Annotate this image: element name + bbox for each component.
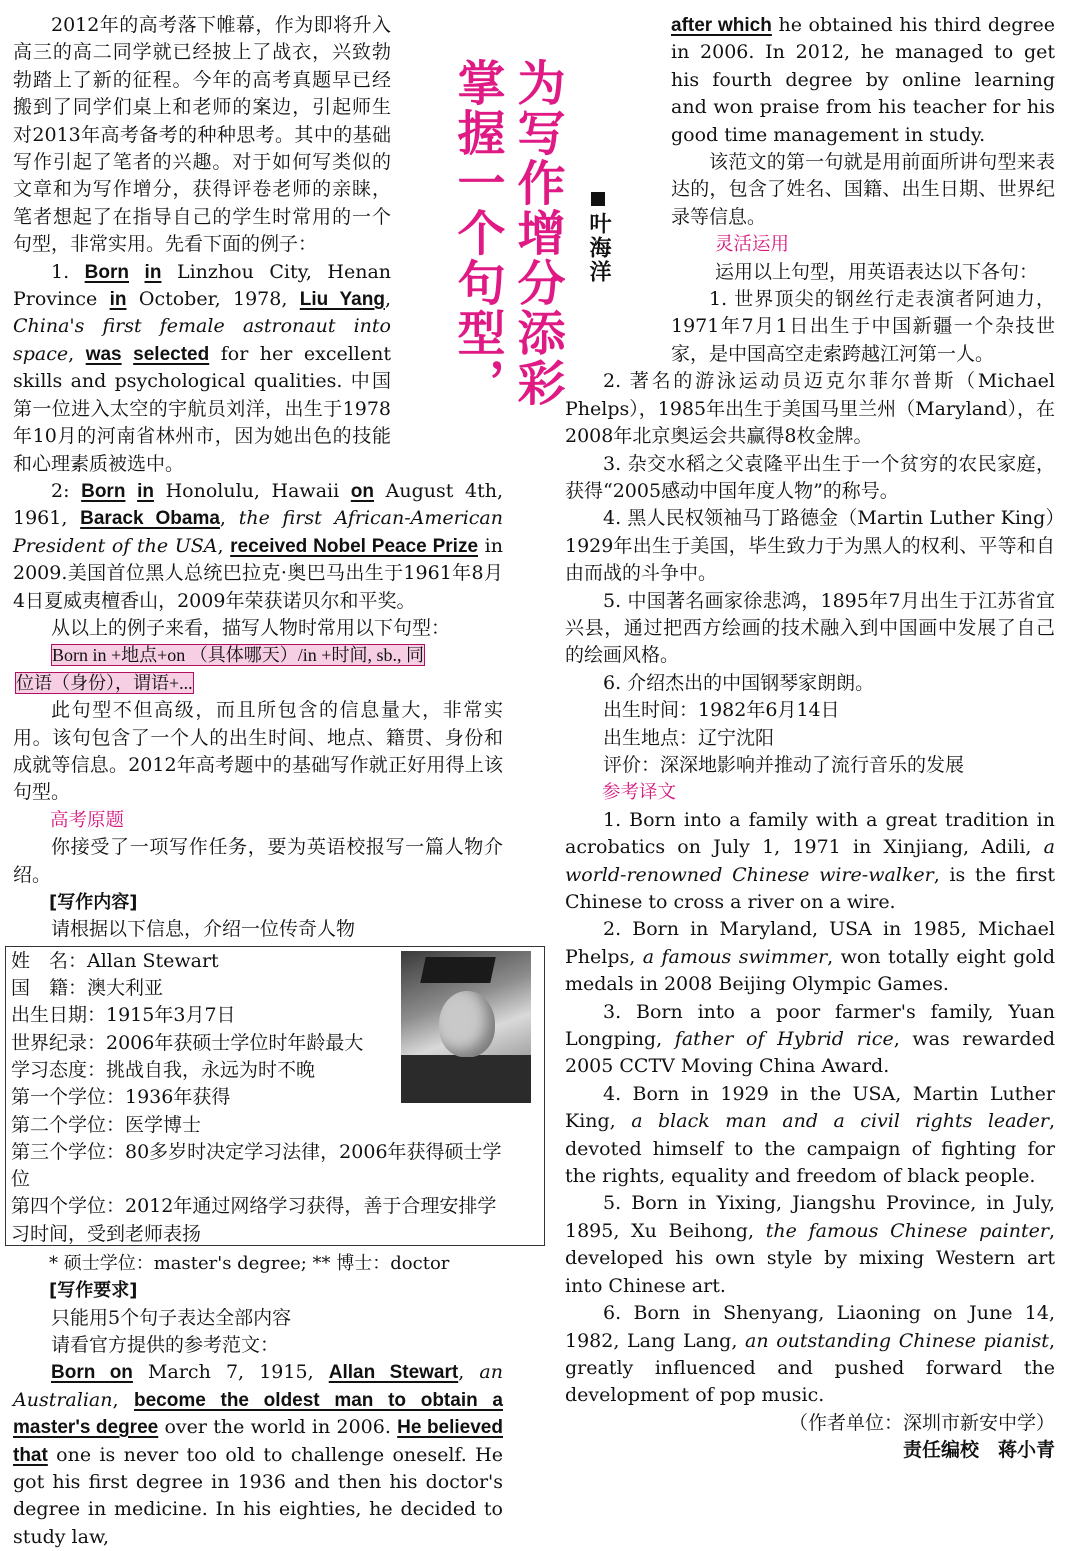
info-row: 第三个学位：80多岁时决定学习法律，2006年获得硕士学位 bbox=[11, 1140, 502, 1191]
info-row: 世界纪录：2006年获硕士学位时年龄最大 bbox=[11, 1031, 364, 1054]
practice-detail: 出生地点：辽宁沈阳 bbox=[603, 726, 775, 749]
left-column bbox=[13, 12, 503, 1551]
label-require: [写作要求] bbox=[49, 1280, 138, 1302]
pattern-box bbox=[13, 642, 503, 697]
info-row: 姓 名：Allan Stewart bbox=[11, 949, 219, 972]
pattern-intro: 从以上的例子来看，描写人物时常用以下句型： bbox=[51, 616, 451, 639]
info-box bbox=[5, 946, 545, 1246]
content-intro: 请根据以下信息，介绍一位传奇人物 bbox=[51, 918, 356, 941]
require-text: 只能用5个句子表达全部内容 bbox=[51, 1306, 292, 1329]
intro-paragraph: 2012年的高考落下帷幕，作为即将升入高三的高二同学就已经披上了战衣，兴致勃勃踏上了新的征程。今年的高考真题早已经搬到了同学们桌上和老师的案边，引起师生对2013年高考备考的种种思考。其中的基础写作引起了笔者的兴趣。对于如何写类似的文章和为写作增分，获得评卷老师的亲睐，笔者想起了在指导自己的学生时常用的一个句型，非常实用。先看下面的例子： bbox=[13, 14, 391, 256]
sample-essay-part-1: Born on March 7, 1915, Allan Stewart, an Australian, become the oldest man to obtain a master's degree over the world in 2006. He believed that one is never too old to challenge oneself. He got his first degree in 1936 and then his doctor's degree in medicine. In his eighties, he decided to study law, bbox=[13, 1361, 503, 1548]
example-2: 2: Born in Honolulu, Hawaii on August 4th, 1961, Barack Obama, the first African-American President of the USA, received Nobel Peace Prize in 2009.美国首位黑人总统巴拉克·奥巴马出生于1961年8月4日夏威夷檀香山，2009年荣获诺贝尔和平奖。 bbox=[13, 479, 503, 612]
practice-item: 6. 介绍杰出的中国钢琴家朗朗。 bbox=[603, 671, 875, 694]
answer-item: 5. Born in Yixing, Jiangshu Province, in July, 1895, Xu Beihong, the famous Chinese painter, developed his own style by mixing Western art into Chinese art. bbox=[565, 1192, 1055, 1297]
answer-item: 4. Born in 1929 in the USA, Martin Luther King, a black man and a civil rights leader, devoted himself to the campaign of fighting for the rights, equality and freedom of black people. bbox=[565, 1082, 1056, 1188]
heading-exam: 高考原题 bbox=[50, 809, 125, 831]
info-row: 第四个学位：2012年通过网络学习获得，善于合理安排学习时间，受到老师表扬 bbox=[11, 1195, 497, 1245]
pattern-note: 此句型不但高级，而且所包含的信息量大，非常实用。该句包含了一个人的出生时间、地点、籍贯、身份和成就等信息。2012年高考题中的基础写作就正好用得上该句型。 bbox=[13, 699, 503, 804]
answer-item: 1. Born into a family with a great tradition in acrobatics on July 1, 1971 in Xinjiang, Adili, a world-renowned Chinese wire-walker, is the first Chinese to cross a river on a wire. bbox=[565, 808, 1055, 913]
answer-item: 3. Born into a poor farmer's family, Yuan Longping, father of Hybrid rice, was rewarded 2005 CCTV Moving China Award. bbox=[565, 1000, 1055, 1078]
title-line-1: 为写作增分添彩 bbox=[509, 58, 565, 408]
practice-detail: 评价：深深地影响并推动了流行音乐的发展 bbox=[603, 753, 965, 776]
author-affiliation: （作者单位：深圳市新安中学） bbox=[788, 1411, 1055, 1434]
sample-intro: 请看官方提供的参考范文： bbox=[51, 1334, 280, 1357]
heading-answers: 参考译文 bbox=[602, 782, 677, 804]
practice-item: 3. 杂交水稻之父袁隆平出生于一个贫穷的农民家庭，获得“2005感动中国年度人物”的称号。 bbox=[565, 452, 1055, 502]
author-name: 叶海洋 bbox=[586, 212, 611, 284]
example-1: 1. Born in Linzhou City, Henan Province in October, 1978, Liu Yang, China's first female astronaut into space, was selected for her excellent skills and psychological qualities. 中国第一位进入太空的宇航员刘洋，出生于1978年10月的河南省林州市，因为她出色的技能和心理素质被选中。 bbox=[13, 260, 392, 475]
right-column bbox=[565, 12, 1055, 1465]
info-row: 第一个学位：1936年获得 bbox=[11, 1086, 231, 1109]
practice-item: 5. 中国著名画家徐悲鸿，1895年7月出生于江苏省宜兴县，通过把西方绘画的技术融入到中国画中发展了自己的绘画风格。 bbox=[565, 589, 1055, 667]
pattern-line-2: 位语（身份），谓语+... bbox=[16, 672, 193, 693]
sample-essay-part-2: after which he obtained his third degree in 2006. In 2012, he managed to get his fourth degree by online learning and won praise from his teacher for his good time management in study. bbox=[671, 14, 1055, 146]
practice-item: 4. 黑人民权领袖马丁路德金（Martin Luther King）1929年出生于美国，毕生致力于为黑人的权利、平等和自由而战的斗争中。 bbox=[565, 507, 1055, 585]
label-content: [写作内容] bbox=[49, 892, 138, 913]
info-row: 国 籍：澳大利亚 bbox=[11, 977, 164, 1000]
practice-intro: 运用以上句型，用英语表达以下各句： bbox=[715, 260, 1039, 283]
practice-item: 1. 世界顶尖的钢丝行走表演者阿迪力，1971年7月1日出生于中国新疆一个杂技世家，是中国高空走索跨越江河第一人。 bbox=[671, 288, 1055, 365]
practice-detail: 出生时间：1982年6月14日 bbox=[603, 699, 840, 722]
task-paragraph: 你接受了一项写作任务，要为英语校报写一篇人物介绍。 bbox=[13, 836, 503, 886]
answer-item: 2. Born in Maryland, USA in 1985, Michael Phelps, a famous swimmer, won totally eight gold medals in 2008 Beijing Olympic Games. bbox=[565, 918, 1055, 996]
info-row: 第二个学位：医学博士 bbox=[11, 1113, 202, 1136]
editor-credit: 责任编校 蒋小青 bbox=[902, 1439, 1055, 1462]
heading-practice: 灵活运用 bbox=[715, 234, 790, 256]
title-line-2: 掌握一个句型， bbox=[449, 58, 505, 408]
info-row: 学习态度：挑战自我，永远为时不晚 bbox=[11, 1059, 316, 1081]
info-row: 出生日期：1915年3月7日 bbox=[11, 1004, 236, 1027]
pattern-line-1: Born in +地点+on （具体哪天）/in +时间, sb., 同 bbox=[52, 645, 424, 666]
practice-item: 2. 著名的游泳运动员迈克尔菲尔普斯（Michael Phelps），1985年出生于美国马里兰州（Maryland），在2008年北京奥运会共赢得8枚金牌。 bbox=[565, 370, 1056, 448]
answer-item: 6. Born in Shenyang, Liaoning on June 14, 1982, Lang Lang, an outstanding Chinese pianist, greatly influenced and pushed forward the development of pop music. bbox=[565, 1302, 1055, 1407]
footnote: * 硕士学位：master's degree; ** 博士：doctor bbox=[49, 1252, 450, 1274]
sample-note: 该范文的第一句就是用前面所讲句型来表达的，包含了姓名、国籍、出生日期、世界纪录等信息。 bbox=[671, 151, 1055, 228]
